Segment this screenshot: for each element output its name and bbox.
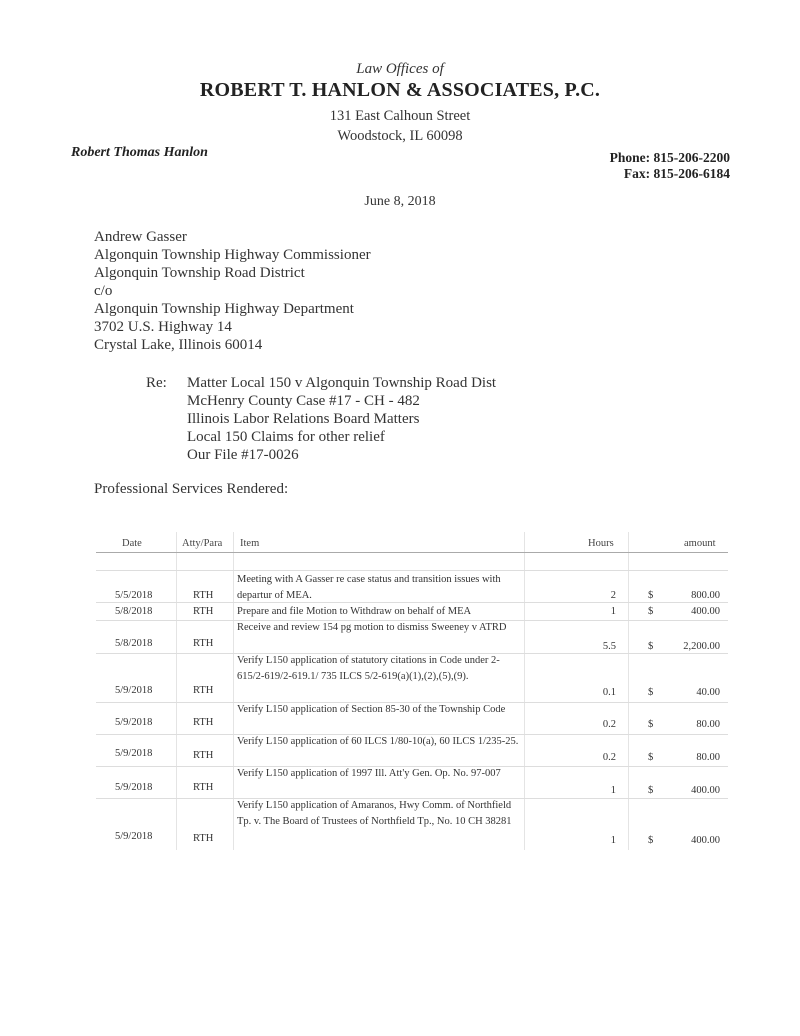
firm-city: Woodstock, IL 60098 — [337, 128, 463, 144]
column-divider — [524, 532, 525, 850]
row-amount: 40.00 — [696, 687, 720, 698]
row-date: 5/9/2018 — [115, 831, 153, 842]
row-hours: 0.2 — [602, 752, 616, 763]
row-atty: RTH — [193, 685, 214, 696]
attorney-name: Robert Thomas Hanlon — [71, 145, 208, 160]
firm-fax: Fax: 815-206-6184 — [623, 166, 730, 181]
header-date: Date — [122, 538, 142, 549]
row-item: Verify L150 application of statutory citations in Code under 2-615/2-619/2-619.1/ 735 ILCS 5/2-619(a)(1),(2),(5),(9). — [237, 655, 500, 682]
re-line: McHenry County Case #17 - CH - 482 — [187, 393, 420, 409]
row-date: 5/9/2018 — [115, 717, 153, 728]
row-item: Verify L150 application of 1997 Ill. Att'y Gen. Op. No. 97-007 — [237, 768, 501, 779]
row-atty: RTH — [193, 833, 214, 844]
row-atty: RTH — [193, 638, 214, 649]
row-date: 5/8/2018 — [115, 638, 153, 649]
row-item: Prepare and file Motion to Withdraw on behalf of MEA — [237, 606, 472, 617]
row-dollar: $ — [648, 687, 654, 698]
recipient-line: Algonquin Township Road District — [94, 265, 305, 281]
header-amount: amount — [684, 538, 716, 549]
row-hours: 1 — [610, 835, 616, 846]
re-line: Matter Local 150 v Algonquin Township Road Dist — [187, 375, 497, 391]
recipient-line: c/o — [94, 283, 113, 299]
row-atty: RTH — [193, 750, 214, 761]
row-hours: 0.2 — [602, 719, 616, 730]
row-hours: 1 — [610, 606, 616, 617]
row-atty: RTH — [193, 606, 214, 617]
row-date: 5/9/2018 — [115, 748, 153, 759]
row-amount: 400.00 — [691, 835, 720, 846]
row-hours: 0.1 — [602, 687, 616, 698]
column-divider — [176, 532, 177, 850]
row-date: 5/9/2018 — [115, 685, 153, 696]
re-line: Illinois Labor Relations Board Matters — [187, 411, 420, 427]
row-amount: 400.00 — [691, 606, 720, 617]
row-date: 5/9/2018 — [115, 782, 153, 793]
row-item: Verify L150 application of 60 ILCS 1/80-10(a), 60 ILCS 1/235-25. — [237, 736, 519, 747]
row-dollar: $ — [648, 719, 654, 730]
re-label: Re: — [146, 375, 167, 391]
recipient-line: 3702 U.S. Highway 14 — [94, 319, 232, 335]
row-dollar: $ — [648, 785, 654, 796]
recipient-line: Algonquin Township Highway Commissioner — [94, 247, 371, 263]
row-dollar: $ — [648, 835, 654, 846]
row-date: 5/5/2018 — [115, 590, 153, 601]
re-line: Local 150 Claims for other relief — [187, 429, 385, 445]
row-atty: RTH — [193, 717, 214, 728]
row-hours: 2 — [610, 590, 616, 601]
row-item: Verify L150 application of Section 85-30 of the Township Code — [237, 704, 506, 715]
row-item: Verify L150 application of Amaranos, Hwy Comm. of Northfield Tp. v. The Board of Trustees of Northfield Tp., No. 10 CH 38281 — [237, 800, 512, 827]
column-divider — [628, 532, 629, 850]
row-amount: 80.00 — [696, 752, 720, 763]
services-heading: Professional Services Rendered: — [94, 481, 289, 497]
row-amount: 800.00 — [691, 590, 720, 601]
header-item: Item — [240, 538, 260, 549]
row-item: Meeting with A Gasser re case status and transition issues with departur of MEA. — [237, 574, 501, 601]
row-hours: 1 — [610, 785, 616, 796]
header-rule — [96, 552, 728, 553]
row-dollar: $ — [648, 641, 654, 652]
letter-date: June 8, 2018 — [364, 194, 436, 209]
header-hours: Hours — [588, 538, 614, 549]
firm-name: ROBERT T. HANLON & ASSOCIATES, P.C. — [199, 79, 601, 101]
row-amount: 80.00 — [696, 719, 720, 730]
row-amount: 400.00 — [691, 785, 720, 796]
header-atty: Atty/Para — [182, 538, 223, 549]
row-item: Receive and review 154 pg motion to dismiss Sweeney v ATRD — [237, 622, 507, 633]
firm-phone: Phone: 815-206-2200 — [609, 150, 730, 165]
row-dollar: $ — [648, 606, 654, 617]
column-divider — [233, 532, 234, 850]
row-hours: 5.5 — [602, 641, 616, 652]
row-atty: RTH — [193, 590, 214, 601]
recipient-line: Crystal Lake, Illinois 60014 — [94, 337, 263, 353]
law-offices-label: Law Offices of — [356, 61, 444, 77]
recipient-line: Andrew Gasser — [94, 229, 187, 245]
recipient-line: Algonquin Township Highway Department — [94, 301, 354, 317]
row-amount: 2,200.00 — [683, 641, 720, 652]
re-line: Our File #17-0026 — [187, 447, 299, 463]
row-atty: RTH — [193, 782, 214, 793]
row-dollar: $ — [648, 752, 654, 763]
row-dollar: $ — [648, 590, 654, 601]
row-date: 5/8/2018 — [115, 606, 153, 617]
firm-street: 131 East Calhoun Street — [329, 108, 471, 124]
row-divider — [96, 570, 728, 571]
row-divider — [96, 602, 728, 603]
